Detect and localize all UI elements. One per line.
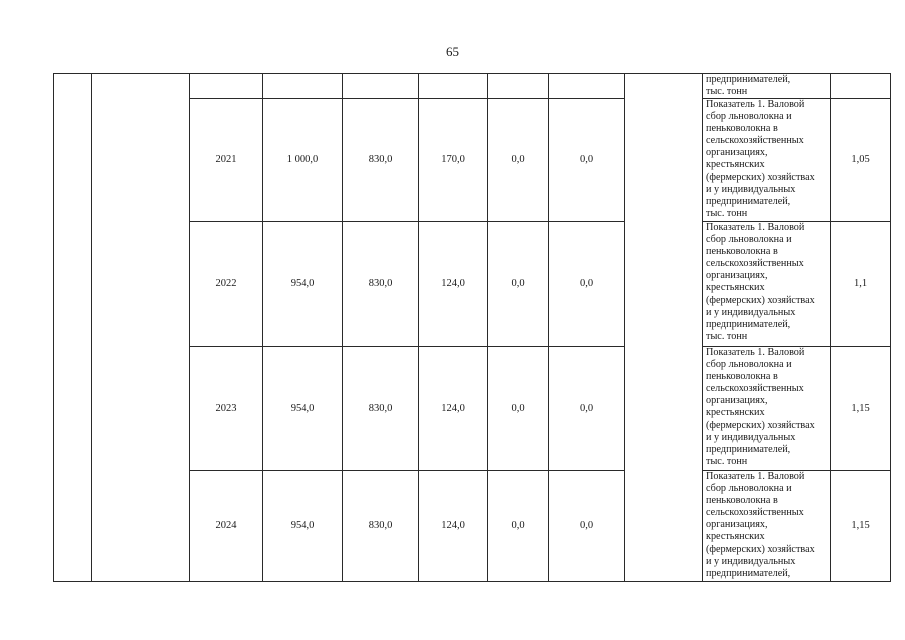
year-cell: 2021	[215, 154, 237, 165]
amount-cell: 0,0	[511, 278, 525, 289]
indicator-text: Показатель 1. Валовой сбор льноволокна и пеньковолокна в сельскохозяйственных организациях, крестьянских (фермерских) хозяйствах и у индивидуальных предпринимателей, тыс. тонн	[706, 347, 815, 467]
amount-cell: 0,0	[511, 402, 525, 414]
year-cell: 2022	[215, 278, 237, 289]
column-border	[890, 73, 891, 582]
amount-cell: 830,0	[368, 154, 393, 165]
total-cell: 954,0	[290, 402, 315, 414]
amount-cell: 124,0	[441, 520, 465, 531]
total-cell: 954,0	[290, 278, 315, 289]
indicator-value: 1,1	[853, 278, 868, 289]
amount-cell: 0,0	[511, 520, 525, 531]
amount-cell: 124,0	[441, 278, 465, 289]
indicator-text: Показатель 1. Валовой сбор льноволокна и пеньковолокна в сельскохозяйственных организациях, крестьянских (фермерских) хозяйствах и у индивидуальных предпринимателей, тыс. тонн	[706, 99, 815, 219]
column-border	[702, 73, 703, 582]
indicator-value: 1,05	[851, 154, 870, 165]
column-border	[53, 73, 54, 582]
amount-cell: 0,0	[579, 154, 594, 165]
amount-cell: 830,0	[368, 278, 393, 289]
amount-cell: 124,0	[441, 402, 465, 414]
amount-cell: 0,0	[579, 278, 594, 289]
indicator-continuation: предпринимателей, тыс. тонн	[706, 74, 791, 98]
year-cell: 2023	[215, 402, 237, 414]
indicator-text: Показатель 1. Валовой сбор льноволокна и пеньковолокна в сельскохозяйственных организациях, крестьянских (фермерских) хозяйствах и у индивидуальных предпринимателей, тыс. тонн	[706, 222, 815, 342]
amount-cell: 170,0	[441, 154, 465, 165]
indicator-value: 1,15	[851, 520, 870, 531]
amount-cell: 830,0	[368, 402, 393, 414]
indicator-text: Показатель 1. Валовой сбор льноволокна и пеньковолокна в сельскохозяйственных организациях, крестьянских (фермерских) хозяйствах и у индивидуальных предпринимателей,	[706, 471, 815, 579]
page-number: 65	[446, 44, 459, 59]
year-cell: 2024	[215, 520, 237, 531]
amount-cell: 0,0	[511, 154, 525, 165]
amount-cell: 0,0	[579, 520, 594, 531]
table-bottom-border	[53, 581, 891, 582]
indicator-value: 1,15	[851, 402, 870, 414]
total-cell: 954,0	[290, 520, 315, 531]
amount-cell: 0,0	[579, 402, 594, 414]
column-border	[624, 73, 625, 582]
amount-cell: 830,0	[368, 520, 393, 531]
total-cell: 1 000,0	[286, 154, 319, 165]
column-border	[91, 73, 92, 582]
